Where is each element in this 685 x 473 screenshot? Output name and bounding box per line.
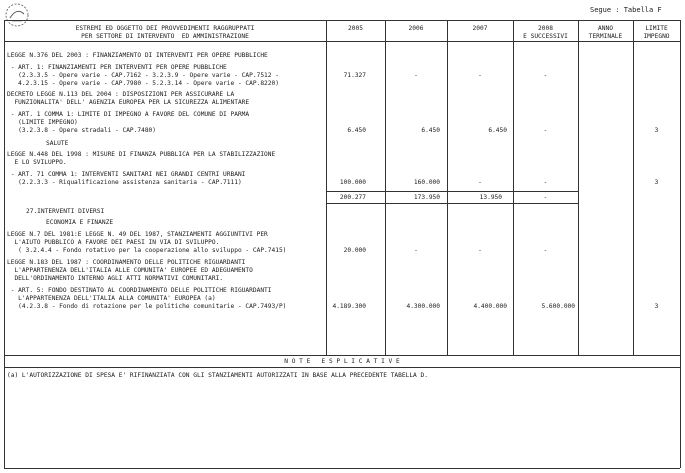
header-limite-line1: LIMITE — [645, 25, 668, 32]
subtotal-bottom-border — [326, 203, 578, 204]
cell-r6-2008: - — [543, 179, 548, 186]
notes-title: N O T E E S P L I C A T I V E — [284, 358, 400, 365]
row-art1-line1: - ART. 1: FINANZIAMENTI PER INTERVENTI PER OPERE PUBBLICHE — [7, 64, 227, 71]
table-bottom-border — [4, 468, 680, 469]
row-legge-376: LEGGE N.376 DEL 2003 : FINANZIAMENTO DI INTERVENTI PER OPERE PUBBLICHE — [7, 52, 268, 59]
notes-top-border — [4, 355, 680, 356]
header-2005: 2005 — [348, 25, 363, 32]
row-legge-7-line2: L'AIUTO PUBBLICO A FAVORE DEI PAESI IN VIA DI SVILUPPO. — [7, 239, 220, 246]
row-legge-183-line2: L'APPARTENENZA DELL'ITALIA ALLE COMUNITA' EUROPEE ED ADEGUAMENTO — [7, 267, 253, 274]
notes-title-border — [4, 367, 680, 368]
col-border-anno — [578, 20, 579, 355]
section-economia: ECONOMIA E FINANZE — [46, 219, 114, 226]
cell-r7-2006: - — [414, 247, 418, 254]
col-border-right — [680, 20, 681, 468]
row-art1c1-line2: (LIMITE IMPEGNO) — [7, 119, 78, 126]
row-art71-line2: (2.2.3.3 - Riqualificazione assistenza sanitaria - CAP.7111) — [7, 179, 242, 186]
cell-r4-2008: - — [543, 127, 548, 134]
row-art5-line1: - ART. 5: FONDO DESTINATO AL COORDINAMENTO DELLE POLITICHE RIGUARDANTI — [7, 287, 272, 294]
cell-r9-limite: 3 — [654, 303, 659, 310]
cell-r6-2005: 100.000 — [339, 179, 366, 186]
header-2008-line2: E SUCCESSIVI — [523, 33, 568, 40]
cell-r2-2006: - — [414, 72, 418, 79]
cell-r4-limite: 3 — [654, 127, 659, 134]
cell-r7-2007: - — [478, 247, 482, 254]
cell-r2-2007: - — [478, 72, 482, 79]
cell-r7-2008: - — [543, 247, 548, 254]
header-2006: 2006 — [408, 25, 424, 32]
cell-r7-2005: 20.000 — [343, 247, 366, 254]
cell-r9-2007: 4.400.000 — [473, 303, 507, 310]
cell-r6-limite: 3 — [654, 179, 659, 186]
cell-r4-2006: 6.450 — [421, 127, 440, 134]
note-a: (a) L'AUTORIZZAZIONE DI SPESA E' RIFINANZIATA CON GLI STANZIAMENTI AUTORIZZATI IN BASE ALLA PRECEDENTE TABELLA D. — [7, 372, 428, 379]
segue-label: Segue : Tabella F — [590, 6, 662, 14]
subtotal-2008: - — [543, 194, 548, 201]
cell-r2-2008: - — [543, 72, 548, 79]
row-legge-183-line3: DELL'ORDINAMENTO INTERNO AGLI ATTI NORMATIVI COMUNITARI. — [7, 275, 224, 282]
cell-r6-2007: - — [478, 179, 482, 186]
row-legge-183-line1: LEGGE N.183 DEL 1987 : COORDINAMENTO DELLE POLITICHE RIGUARDANTI — [7, 259, 246, 266]
header-2007: 2007 — [472, 25, 488, 32]
row-art5-line2: L'APPARTENENZA DELL'ITALIA ALLA COMUNITA' EUROPEA (a) — [7, 295, 216, 302]
cell-r4-2005: 6.450 — [347, 127, 366, 134]
header-anno-line1: ANNO — [598, 25, 613, 32]
cell-r6-2006: 160.000 — [413, 179, 440, 186]
header-2008-line1: 2008 — [538, 25, 553, 32]
header-limite-line2: IMPEGNO — [643, 33, 670, 40]
subtotal-top-border — [326, 191, 578, 192]
header-title-line2: PER SETTORE DI INTERVENTO ED AMMINISTRAZIONE — [81, 33, 249, 40]
row-art5-line3: (4.2.3.8 - Fondo di rotazione per le politiche comunitarie - CAP.7493/P) — [7, 303, 287, 310]
subtotal-2007: 13.950 — [479, 194, 502, 201]
col-border-left — [4, 20, 5, 468]
cell-r9-2006: 4.300.000 — [406, 303, 440, 310]
row-art1-line2: (2.3.3.5 - Opere varie - CAP.7162 - 3.2.3.9 - Opere varie - CAP.7512 - — [7, 72, 279, 79]
subtotal-2006: 173.950 — [413, 194, 440, 201]
cell-r2-2005: 71.327 — [343, 72, 366, 79]
cell-r9-2005: 4.189.300 — [332, 303, 366, 310]
row-legge-7-line3: ( 3.2.4.4 - Fondo rotativo per la cooperazione allo sviluppo - CAP.7415) — [7, 247, 287, 254]
section-salute: SALUTE — [46, 140, 69, 147]
row-dl113-line1: DECRETO LEGGE N.113 DEL 2004 : DISPOSIZIONI PER ASSICURARE LA — [7, 91, 235, 98]
row-legge-7-line1: LEGGE N.7 DEL 1981:E LEGGE N. 49 DEL 1987, STANZIAMENTI AGGIUNTIVI PER — [7, 231, 268, 238]
row-art1-line3: 4.2.3.15 - Opere varie - CAP.7980 - 5.2.3.14 - Opere varie - CAP.8220) — [7, 80, 279, 87]
row-art1c1-line1: - ART. 1 COMMA 1: LIMITE DI IMPEGNO A FAVORE DEL COMUNE DI PARMA — [7, 111, 250, 118]
section-27: 27.INTERVENTI DIVERSI — [26, 208, 105, 215]
header-anno-line2: TERMINALE — [588, 33, 623, 40]
cell-r4-2007: 6.450 — [488, 127, 507, 134]
header-title-line1: ESTREMI ED OGGETTO DEI PROVVEDIMENTI RAGGRUPPATI — [75, 25, 255, 32]
row-art1c1-line3: (3.2.3.8 - Opere stradali - CAP.7480) — [7, 127, 157, 134]
row-legge-448-line2: E LO SVILUPPO. — [7, 159, 67, 166]
subtotal-2005: 200.277 — [339, 194, 366, 201]
row-art71-line1: - ART. 71 COMMA 1: INTERVENTI SANITARI NEI GRANDI CENTRI URBANI — [7, 171, 246, 178]
cell-r9-2008: 5.600.000 — [541, 303, 575, 310]
row-dl113-line2: FUNZIONALITA' DELL' AGENZIA EUROPEA PER LA SICUREZZA ALIMENTARE — [7, 99, 250, 106]
row-legge-448-line1: LEGGE N.448 DEL 1998 : MISURE DI FINANZA PUBBLICA PER LA STABILIZZAZIONE — [7, 151, 276, 158]
